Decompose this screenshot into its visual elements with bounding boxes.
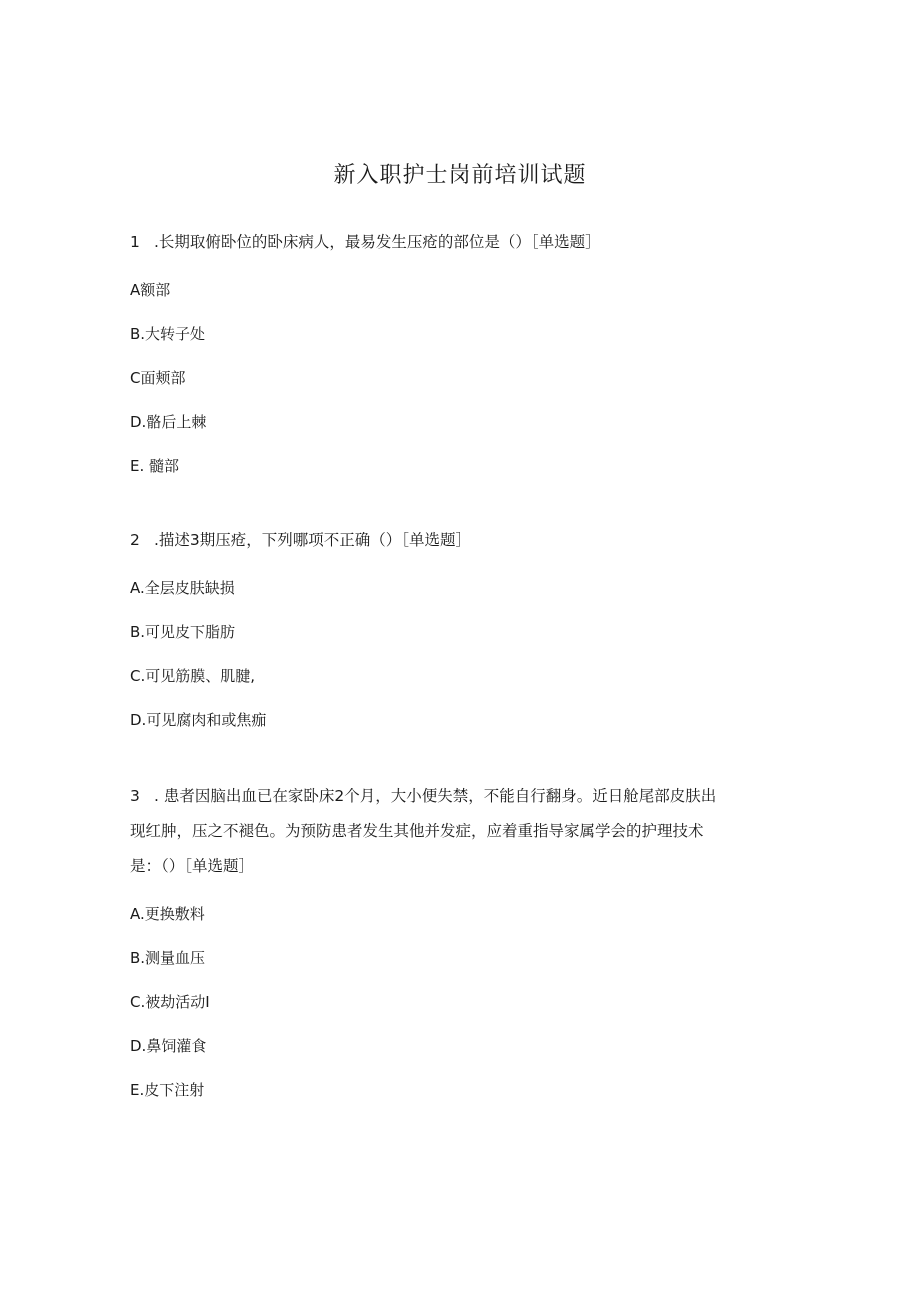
option-1c[interactable]: C面颊部 bbox=[130, 369, 186, 387]
question-3 bbox=[130, 786, 716, 806]
question-text: .长期取俯卧位的卧床病人，最易发生压疮的部位是（）［单选题］ bbox=[154, 233, 601, 251]
option-2b[interactable]: B.可见皮下脂肪 bbox=[130, 623, 236, 641]
option-1e[interactable]: E. 髓部 bbox=[130, 457, 180, 475]
option-2d[interactable]: D.可见腐肉和或焦痂 bbox=[130, 711, 267, 729]
question-text-line-2: 现红肿，压之不褪色。为预防患者发生其他并发症，应着重指导家属学会的护理技术 bbox=[130, 822, 704, 840]
option-3c[interactable]: C.被劫活动I bbox=[130, 993, 210, 1011]
option-2a[interactable]: A.全层皮肤缺损 bbox=[130, 579, 235, 597]
option-3d[interactable]: D.鼻饲灌食 bbox=[130, 1037, 207, 1055]
question-text-line-3: 是：（）［单选题］ bbox=[130, 857, 255, 875]
question-number: 2 bbox=[130, 531, 140, 549]
question-text: .描述3期压疮，下列哪项不正确（）［单选题］ bbox=[154, 531, 472, 549]
option-3e[interactable]: E.皮下注射 bbox=[130, 1081, 205, 1099]
question-number: 1 bbox=[130, 233, 140, 251]
option-3a[interactable]: A.更换敷料 bbox=[130, 905, 205, 923]
option-2c[interactable]: C.可见筋膜、肌腱, bbox=[130, 667, 256, 685]
question-1 bbox=[130, 232, 601, 252]
page-title: 新入职护士岗前培训试题 bbox=[333, 163, 587, 188]
question-number: 3 bbox=[130, 787, 140, 805]
option-3b[interactable]: B.测量血压 bbox=[130, 949, 206, 967]
question-2 bbox=[130, 530, 471, 550]
option-1a[interactable]: A额部 bbox=[130, 281, 171, 299]
option-1b[interactable]: B.大转子处 bbox=[130, 325, 206, 343]
option-1d[interactable]: D.骼后上棘 bbox=[130, 413, 207, 431]
question-text-line-1: . 患者因脑出血已在家卧床2个月，大小便失禁，不能自行翻身。近日舱尾部皮肤出 bbox=[154, 787, 717, 805]
